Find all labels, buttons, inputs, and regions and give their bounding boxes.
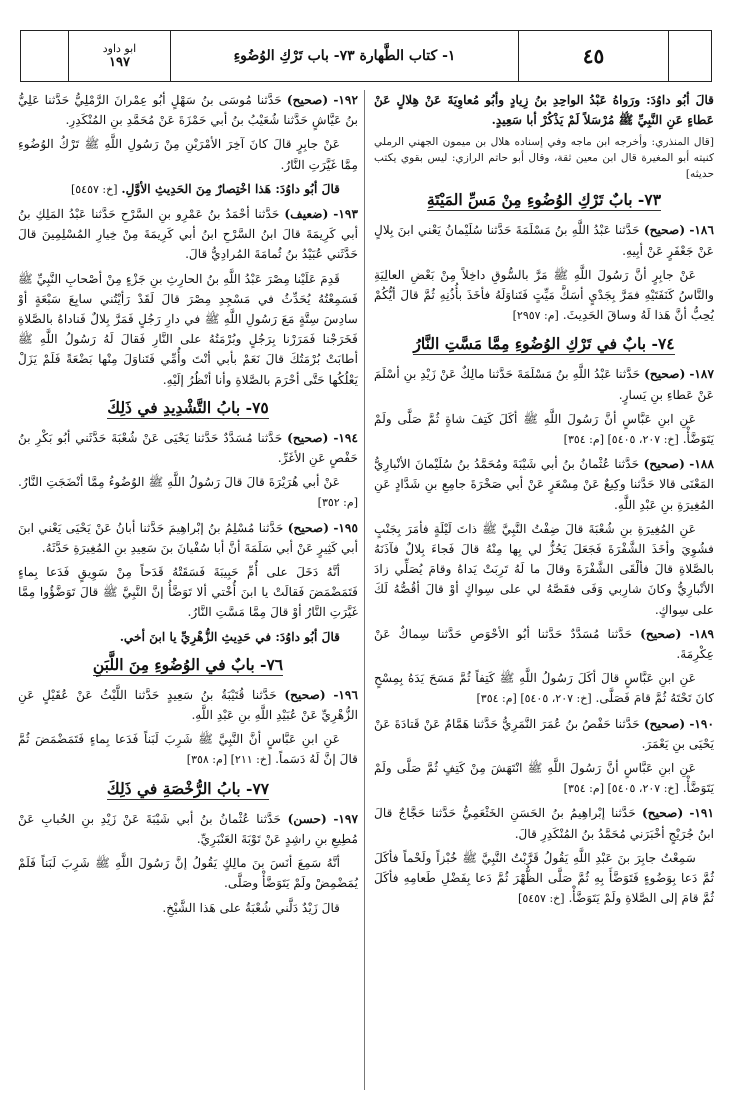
hadith-186-matn: عَنْ جابِرٍ أنَّ رَسُولَ اللَّهِ ﷺ مَرَّ بالسُّوقِ داخِلاً مِنْ بَعْضِ العالِيَةِ والنَّاسُ كَنَفَتَيْهِ فمَرَّ بِجَدْيٍ أسَكَّ مَيِّتٍ فَتَناوَلَهُ فأخَذَ بأُذُنِهِ ثُمَّ قالَ أيُّكُمْ يُحِبُّ أنَّ هَذا لَهُ وساقَ الحَدِيثَ. [م: ٢٩٥٧] xyxy=(374,267,714,323)
book-name: ابو داود xyxy=(102,42,137,55)
hadith-195: ١٩٥- (صحيح) حَدَّثنا مُسْلِمُ بنُ إبْراهِيمَ حَدَّثنا أبانُ عَنْ يَحْيَى يَعْني ابنَ أبي كَثِيرٍ عَنْ أبي سَلَمَةَ أنَّ أبا سُفْيانَ بنَ سَعِيدِ بنِ المُغِيرَةِ حَدَّثَهُ. xyxy=(18,520,359,555)
hadith-195-matn: أنَّهُ دَخَلَ على أُمِّ حَبِيبَةَ فَسَقَتْهُ قَدَحاً مِنْ سَوِيقٍ فَدَعا بِماءٍ فَتَمَضْمَضَ فَقالَتْ يا ابنَ أُخْتي ألا تَوَضَّأُ إنَّ النَّبِيَّ ﷺ قالَ تَوَضَّؤُوا مِمَّا غَيَّرَتِ النَّارُ أوْ قالَ مِمَّا مَسَّتِ النَّارُ. xyxy=(18,565,358,620)
chapter-77-heading: ٧٧- بابُ الرُّخْصَةِ في ذَلِكَ xyxy=(106,778,270,798)
hadith-193-matn: قَدِمَ عَلَيْنا مِصْرَ عَبْدُ اللَّهِ بنُ الحارِثِ بنِ جَزْءٍ مِنْ أصْحابِ النَّبِيِّ ﷺ فَسَمِعْتُهُ يُحَدِّثُ في مَسْجِدِ مِصْرَ قالَ لَقَدْ رَأيْتُني سابِعَ سَبْعَةٍ أوْ سادِسَ سِتَّةٍ مَعَ رَسُولِ اللَّهِ ﷺ في دارِ رَجُلٍ فَمَرَّ بِلالٌ فَناداهُ بالصَّلاةِ فَخَرَجْنا فَمَرَرْنا بِرَجُلٍ وبُرْمَتُهُ على النَّارِ فَقالَ لَهُ رَسُولُ اللَّهِ ﷺ أطابَتْ بُرْمَتُكَ قالَ نَعَمْ بأبي أنْتَ وأُمِّي فَتَناوَلَ مِنْها بَضْعَةً فَلَمْ يَزَلْ يَعْلُكُها حَتَّى أحْرَمَ بالصَّلاةِ وأنا أنْظُرُ إلَيْهِ. xyxy=(18,271,358,387)
hadith-194: ١٩٤- (صحيح) حَدَّثنا مُسَدَّدٌ حَدَّثنا يَحْيَى عَنْ شُعْبَةَ حَدَّثَني أبُو بَكْرِ بنُ حَفْصٍ عَنِ الأغَرِّ. xyxy=(18,430,359,466)
hadith-196-matn: عَنِ ابنِ عَبَّاسٍ أنَّ النَّبِيَّ ﷺ شَرِبَ لَبَناً فَدَعا بِماءٍ فَتَمَضْمَضَ ثُمَّ قالَ إنَّ لَهُ دَسَماً. [خ: ٢١١] [م: ٣٥٨] xyxy=(18,732,358,767)
hadith-189: ١٨٩- (صحيح) حَدَّثنا مُسَدَّدٌ حَدَّثنا أبُو الأحْوَصِ حَدَّثنا سِماكٌ عَنْ عِكْرِمَةَ. xyxy=(374,626,715,662)
hadith-194-matn: عَنْ أبي هُرَيْرَةَ قالَ قالَ رَسُولُ اللَّهِ ﷺ الوُضُوءُ مِمَّا أنْضَجَتِ النَّارُ. [م: ٣٥٢] xyxy=(18,475,358,510)
hadith-190-matn: عَنِ ابنِ عَبَّاسٍ أنَّ رَسُولَ اللَّهِ ﷺ انْتَهَشَ مِنْ كَتِفٍ ثُمَّ صَلَّى ولَمْ يَتَوَضَّأْ. [خ: ٢٠٧، ٥٤٠٥] [م: ٣٥٤] xyxy=(374,761,714,796)
hadith-193: ١٩٣- (ضعيف) حَدَّثنا أحْمَدُ بنُ عَمْرِو بنِ السَّرْحِ حَدَّثنا عَبْدُ المَلِكِ بنُ أبي كَرِيمَةَ قالَ ابنُ السَّرْحِ ابنُ أبي كَرِيمَةَ مِنْ خِيارِ المُسْلِمِينَ قالَ حَدَّثَني عُبَيْدُ بنُ ثُمامَةَ المُرادِيُّ قالَ. xyxy=(18,207,358,262)
intro-text: قالَ أبُو داوُدَ: ورَواهُ عَبْدُ الواحِدِ بنُ زِيادٍ وأبُو مُعاوِيَةَ عَنْ هِلالٍ عَنْ عَطاءٍ عَنِ النَّبِيِّ ﷺ مُرْسَلاً لَمْ يَذْكُرْ أبا سَعِيدٍ. xyxy=(374,93,714,128)
header-title: ١- كتاب الطَّهارة ٧٣- باب تَرْكِ الوُضُوءِ xyxy=(171,31,519,81)
hadith-195-comment: قالَ أبُو داوُدَ: في حَدِيثِ الزُّهْرِيِّ يا ابنَ أخي. xyxy=(119,629,340,644)
hadith-188-matn: عَنِ المُغِيرَةِ بنِ شُعْبَةَ قالَ ضِفْتُ النَّبِيَّ ﷺ ذاتَ لَيْلَةٍ فأمَرَ بِجَنْبٍ فشُوِيَ وأخَذَ الشَّفْرَةَ فَجَعَلَ يَحُزُّ لي بِها مِنْهُ قالَ فَجاءَ بِلالٌ فآذَنَهُ بالصَّلاةِ قالَ فألْقَى الشَّفْرَةَ وقالَ ما لَهُ تَرِبَتْ يَداهُ وقامَ يُصَلِّي زادَ الأنْبارِيُّ وكانَ شارِبي وَفَى فقَصَّهُ لي على سِواكٍ أوْ قالَ أقُصُّهُ لَكَ على سِواكٍ. xyxy=(374,521,714,617)
hadith-197-matn: أنَّهُ سَمِعَ أنَسَ بنَ مالِكٍ يَقُولُ إنَّ رَسُولَ اللَّهِ ﷺ شَرِبَ لَبَناً فَلَمْ يُمَضْمِضْ ولَمْ يَتَوَضَّأْ وصَلَّى. xyxy=(18,856,358,891)
right-column xyxy=(374,90,714,914)
left-column xyxy=(18,90,358,922)
book-number: ١٩٧ xyxy=(109,55,130,70)
page-number: ٤٥ xyxy=(519,31,669,81)
hadith-197-tail: قالَ زَيْدٌ دَلَّني شُعْبَةُ على هَذا الشَّيْخِ. xyxy=(162,900,340,915)
column-divider xyxy=(364,90,365,1090)
chapter-74-heading: ٧٤- بابٌ في تَرْكِ الوُضُوءِ مِمَّا مَسَّتِ النَّارُ xyxy=(413,334,675,354)
hadith-191: ١٩١- (صحيح) حَدَّثنا إبْراهِيمُ بنُ الحَسَنِ الخَثْعَمِيُّ حَدَّثنا حَجَّاجٌ قالَ ابنُ جُرَيْجٍ أخْبَرَني مُحَمَّدُ بنُ المُنْكَدِرِ قالَ. xyxy=(374,806,715,841)
chapter-73-heading: ٧٣- بابٌ تَرْكِ الوُضُوءِ مِنْ مَسِّ المَيْتَةِ xyxy=(426,190,662,210)
hadith-192: ١٩٢- (صحيح) حَدَّثنا مُوسَى بنُ سَهْلٍ أبُو عِمْرانَ الرَّمْلِيُّ حَدَّثنا عَلِيُّ بنُ عَيَّاشٍ حَدَّثنا شُعَيْبُ بنُ أبي حَمْزَةَ عَنْ مُحَمَّدِ بنِ المُنْكَدِرِ. xyxy=(18,93,359,128)
hadith-190: ١٩٠- (صحيح) حَدَّثنا حَفْصُ بنُ عُمَرَ النَّمَرِيُّ حَدَّثنا هَمَّامٌ عَنْ قَتادَةَ عَنْ يَحْيَى بنِ يَعْمَرَ. xyxy=(374,716,715,751)
hadith-187-matn: عَنِ ابنِ عَبَّاسٍ أنَّ رَسُولَ اللَّهِ ﷺ أكَلَ كَتِفَ شاةٍ ثُمَّ صَلَّى ولَمْ يَتَوَضَّأْ. [خ: ٢٠٧، ٥٤٠٥] [م: ٣٥٤] xyxy=(374,411,714,447)
hadith-196: ١٩٦- (صحيح) حَدَّثنا قُتَيْبَةُ بنُ سَعِيدٍ حَدَّثنا اللَّيْثُ عَنْ عُقَيْلٍ عَنِ الزُّهْرِيِّ عَنْ عُبَيْدِ اللَّهِ بنِ عَبْدِ اللَّهِ. xyxy=(18,687,359,723)
hadith-192-comment: قالَ أبُو داوُدَ: هَذا اخْتِصارٌ مِنَ الحَدِيثِ الأوَّلِ. [خ: ٥٤٥٧] xyxy=(70,181,340,196)
page-header xyxy=(20,30,712,82)
chapter-75-heading: ٧٥- بابُ التَّشْدِيدِ في ذَلِكَ xyxy=(107,397,269,417)
header-empty-left xyxy=(21,31,69,81)
hadith-187: ١٨٧- (صحيح) حَدَّثنا عَبْدُ اللَّهِ بنُ مَسْلَمَةَ حَدَّثنا مالِكٌ عَنْ زَيْدِ بنِ أسْلَمَ عَنْ عَطاءِ بنِ يَسارٍ. xyxy=(374,367,715,402)
header-empty-right xyxy=(669,31,711,81)
intro-note: [قال المنذري: وأخرجه ابن ماجه وفي إسناده هلال بن ميمون الجهني الرملي كنيته أبو المغيرة قال ابن معين ثقة، وقال أبو حاتم الرازي: ليس بقوي يكتب حديثه] xyxy=(374,136,714,181)
hadith-191-matn: سَمِعْتُ جابِرَ بنَ عَبْدِ اللَّهِ يَقُولُ قَرَّبْتُ النَّبِيَّ ﷺ خُبْزاً ولَحْماً فأكَلَ ثُمَّ دَعا بِوَضُوءٍ فَتَوَضَّأَ بِهِ ثُمَّ صَلَّى الظُّهْرَ ثُمَّ دَعا بِفَضْلِ طَعامِهِ فأكَلَ ثُمَّ قامَ إلى الصَّلاةِ ولَمْ يَتَوَضَّأْ. [خ: ٥٤٥٧] xyxy=(374,850,714,906)
hadith-192-matn: عَنْ جابِرٍ قالَ كانَ آخِرَ الأمْرَيْنِ مِنْ رَسُولِ اللَّهِ ﷺ تَرْكُ الوُضُوءِ مِمَّا غَيَّرَتِ النَّارُ. xyxy=(18,137,358,172)
chapter-76-heading: ٧٦- بابٌ في الوُضُوءِ مِنَ اللَّبَنِ xyxy=(92,654,284,674)
hadith-186: ١٨٦- (صحيح) حَدَّثنا عَبْدُ اللَّهِ بنُ مَسْلَمَةَ حَدَّثنا سُلَيْمانُ يَعْني ابنَ بِلالٍ عَنْ جَعْفَرٍ عَنْ أبِيهِ. xyxy=(374,223,715,258)
hadith-197: ١٩٧- (حسن) حَدَّثنا عُثْمانُ بنُ أبي شَيْبَةَ عَنْ زَيْدِ بنِ الحُبابِ عَنْ مُطِيعِ بنِ راشِدٍ عَنْ تَوْبَةَ العَنْبَرِيِّ. xyxy=(18,811,359,846)
hadith-189-matn: عَنِ ابنِ عَبَّاسٍ قالَ أكَلَ رَسُولُ اللَّهِ ﷺ كَتِفاً ثُمَّ مَسَحَ يَدَهُ بِمِسْحٍ كانَ تَحْتَهُ ثُمَّ قامَ فَصَلَّى. [خ: ٢٠٧، ٥٤٠٥] [م: ٣٥٤] xyxy=(374,671,714,706)
hadith-188: ١٨٨- (صحيح) حَدَّثنا عُثْمانُ بنُ أبي شَيْبَةَ ومُحَمَّدُ بنُ سُلَيْمانَ الأنْبارِيُّ المَعْنَى قالا حَدَّثنا وكِيعٌ عَنْ مِسْعَرٍ عَنْ أبي صَخْرَةَ جامِعِ بنِ شَدَّادٍ عَنِ المُغِيرَةِ بنِ عَبْدِ اللَّهِ. xyxy=(374,457,714,512)
header-book-info xyxy=(69,31,171,81)
